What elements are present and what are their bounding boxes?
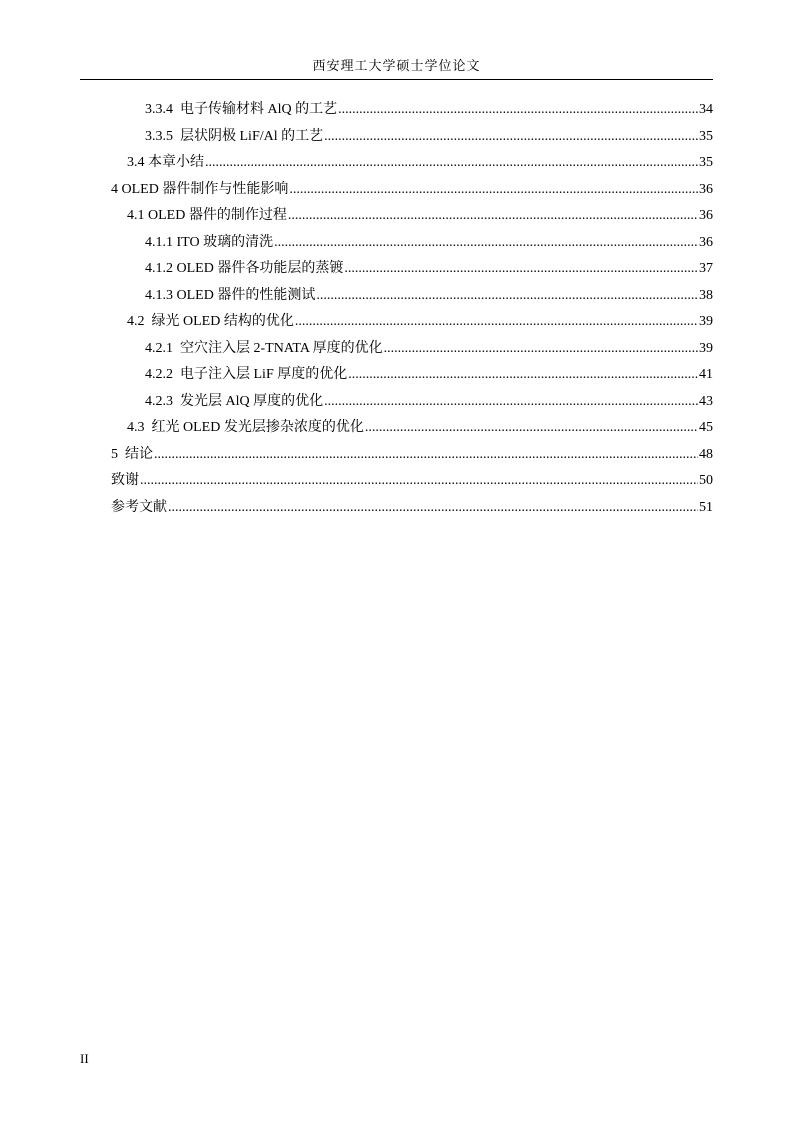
toc-entry[interactable] [0, 177, 713, 204]
toc-entry-page: 35 [699, 155, 713, 170]
toc-entry[interactable] [0, 97, 713, 124]
toc-entry[interactable] [0, 150, 713, 177]
toc-entry[interactable] [0, 203, 713, 230]
toc-entry-title: 4.1.1 ITO 玻璃的清洗 [145, 234, 274, 250]
toc-entry-page: 38 [699, 287, 713, 303]
toc-entry[interactable] [0, 442, 713, 469]
dot-leader [295, 309, 698, 336]
toc-entry-page: 36 [699, 181, 713, 197]
toc-entry[interactable] [0, 468, 713, 495]
toc-entry-page: 43 [699, 393, 713, 409]
toc-entry-page: 50 [699, 473, 713, 488]
toc-entry[interactable] [0, 415, 713, 442]
dot-leader [344, 256, 698, 283]
toc-entry[interactable] [0, 309, 713, 336]
dot-leader [289, 177, 698, 204]
toc-entry-title: 4.1 OLED 器件的制作过程 [127, 208, 287, 223]
toc-entry-title: 4.1.3 OLED 器件的性能测试 [145, 287, 316, 303]
dot-leader [140, 468, 698, 495]
dot-leader [365, 415, 698, 442]
dot-leader [205, 150, 698, 177]
page-number: II [80, 1051, 89, 1066]
toc-entry-title: 4.3 红光 OLED 发光层掺杂浓度的优化 [127, 420, 364, 435]
toc-entry[interactable] [0, 389, 713, 416]
toc-entry-title: 4.2 绿光 OLED 结构的优化 [127, 314, 294, 329]
toc-entry-page: 34 [699, 102, 713, 117]
toc-entry-title: 致谢 [111, 473, 139, 488]
toc-entry-title: 3.4 本章小结 [127, 155, 204, 170]
toc-entry-page: 39 [699, 340, 713, 356]
dot-leader [154, 442, 698, 469]
toc-entry[interactable] [0, 362, 713, 389]
table-of-contents [0, 97, 793, 521]
toc-entry-title: 4.2.3 发光层 AlQ 厚度的优化 [145, 393, 324, 409]
dot-leader [384, 336, 698, 363]
toc-entry[interactable] [0, 256, 713, 283]
toc-entry-title: 5 结论 [111, 446, 153, 462]
running-header-title: 西安理工大学硕士学位论文 [312, 58, 481, 73]
dot-leader [338, 97, 698, 124]
toc-entry-title: 4.2.1 空穴注入层 2-TNATA 厚度的优化 [145, 340, 383, 356]
toc-entry[interactable] [0, 336, 713, 363]
dot-leader [288, 203, 698, 230]
toc-entry-title: 参考文献 [111, 499, 167, 515]
toc-entry[interactable] [0, 124, 713, 151]
dot-leader [324, 389, 698, 416]
toc-entry-page: 41 [699, 367, 713, 382]
toc-entry-page: 39 [699, 314, 713, 329]
dot-leader [324, 124, 698, 151]
toc-entry-page: 37 [699, 261, 713, 276]
toc-entry[interactable] [0, 283, 713, 310]
toc-entry-page: 36 [699, 234, 713, 250]
toc-entry-page: 36 [699, 208, 713, 223]
toc-entry[interactable] [0, 230, 713, 257]
dot-leader [168, 495, 698, 522]
toc-entry-page: 45 [699, 420, 713, 435]
toc-entry[interactable] [0, 495, 713, 522]
toc-entry-page: 51 [699, 499, 713, 515]
toc-entry-title: 3.3.4 电子传输材料 AlQ 的工艺 [145, 102, 338, 117]
toc-entry-title: 4.1.2 OLED 器件各功能层的蒸镀 [145, 261, 344, 276]
toc-entry-title: 3.3.5 层状阴极 LiF/Al 的工艺 [145, 128, 324, 144]
toc-entry-page: 48 [699, 446, 713, 462]
header-divider [80, 79, 713, 80]
toc-entry-page: 35 [699, 128, 713, 144]
dot-leader [316, 283, 698, 310]
dot-leader [274, 230, 698, 257]
toc-entry-title: 4.2.2 电子注入层 LiF 厚度的优化 [145, 367, 348, 382]
dot-leader [348, 362, 698, 389]
toc-entry-title: 4 OLED 器件制作与性能影响 [111, 181, 289, 197]
